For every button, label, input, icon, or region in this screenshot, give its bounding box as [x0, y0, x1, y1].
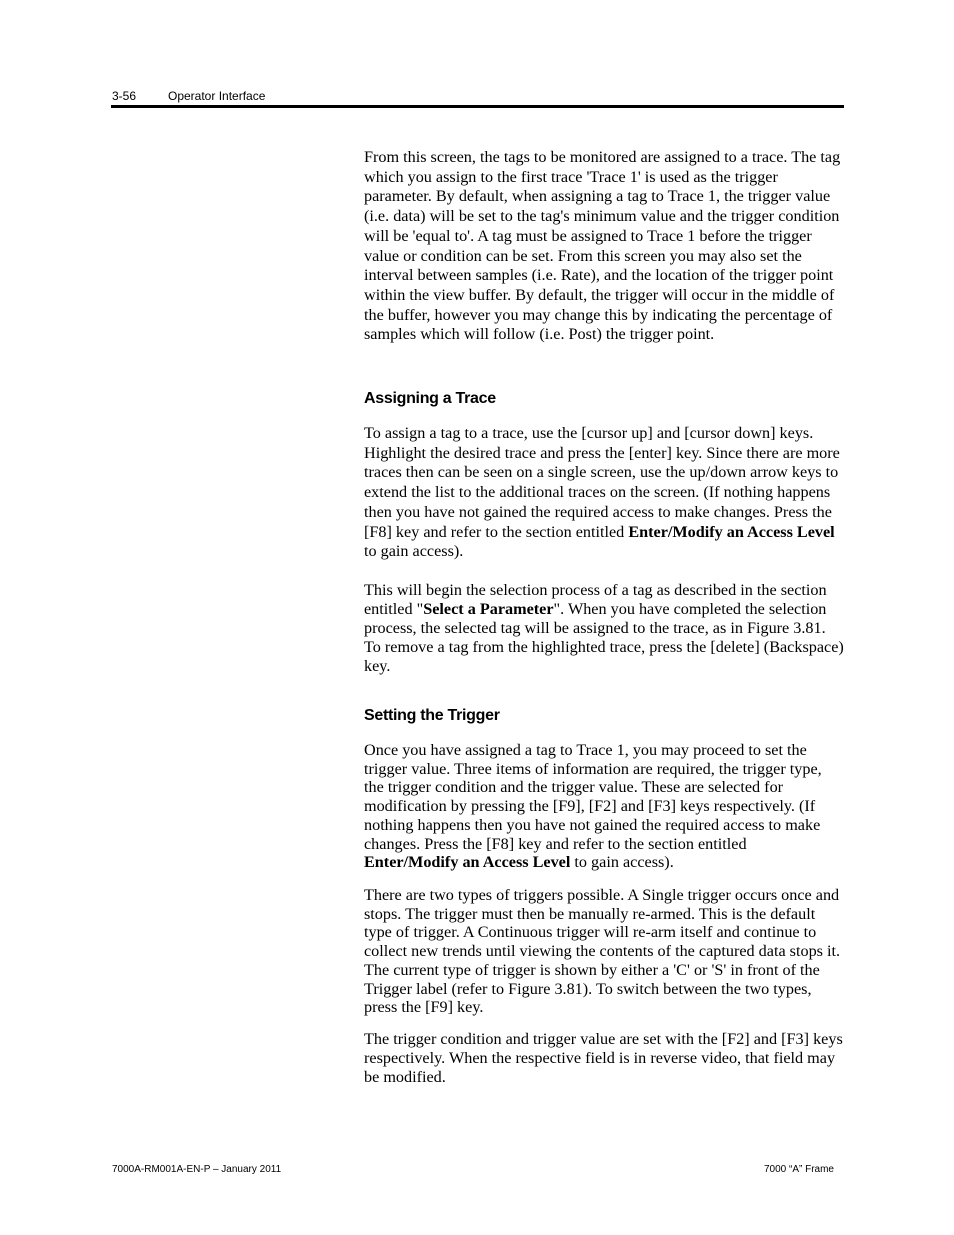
heading-assigning-trace: Assigning a Trace	[364, 390, 496, 407]
page-number: 3-56	[112, 89, 137, 103]
trigger-condition-paragraph: The trigger condition and trigger value are set with the [F2] and [F3] keys respectively. When the respective field is in reverse video, that field may be modified.	[364, 1030, 843, 1086]
trigger-paragraph: Once you have assigned a tag to Trace 1, you may proceed to set the trigger value. Three items of information are required, the trigger type, the trigger condition and the trigger value. These are selected for modification by pressing the [F9], [F2] and [F3] keys respectively. (If nothing happens then you have not gained the required access to make changes. Press the [F8] key and refer to the section entitled Enter/Modify an Access Level to gain access).	[364, 741, 822, 872]
selection-paragraph: This will begin the selection process of a tag as described in the section entitled "Select a Parameter". When you have completed the selection process, the selected tag will be assigned to the trace, as in Figure 3.81. To remove a tag from the highlighted trace, press the [delete] (Backspace) key.	[364, 581, 844, 675]
header-rule	[111, 105, 844, 108]
footer-product: 7000 “A” Frame	[763, 1164, 834, 1175]
footer-doc-id: 7000A-RM001A-EN-P – January 2011	[112, 1164, 282, 1175]
intro-paragraph: From this screen, the tags to be monitored are assigned to a trace. The tag which you assign to the first trace 'Trace 1' is used as the trigger parameter. By default, when assigning a tag to Trace 1, the trigger value (i.e. data) will be set to the tag's minimum value and the trigger condition will be 'equal to'. A tag must be assigned to Trace 1 before the trigger value or condition can be set. From this screen you may also set the interval between samples (i.e. Rate), and the location of the trigger point within the view buffer. By default, the trigger will occur in the middle of the buffer, however you may change this by indicating the percentage of samples which will follow (i.e. Post) the trigger point.	[364, 148, 841, 344]
assign-paragraph: To assign a tag to a trace, use the [cursor up] and [cursor down] keys. Highlight the desired trace and press the [enter] key. Since there are more traces then can be seen on a single screen, use the up/down arrow keys to extend the list to the additional traces on the screen. (If nothing happens then you have not gained the required access to make changes. Press the [F8] key and refer to the section entitled Enter/Modify an Access Level to gain access).	[364, 424, 840, 561]
bold-ref-select-parameter: Select a Parameter	[423, 600, 554, 618]
section-title: Operator Interface	[168, 89, 266, 103]
heading-setting-trigger: Setting the Trigger	[364, 707, 500, 724]
bold-ref-access-level: Enter/Modify an Access Level	[628, 522, 835, 541]
trigger-types-paragraph: There are two types of triggers possible. A Single trigger occurs once and stops. The trigger must then be manually re-armed. This is the default type of trigger. A Continuous trigger will re-arm itself and continue to collect new trends until viewing the contents of the captured data stops it. The current type of trigger is shown by either a 'C' or 'S' in front of the Trigger label (refer to Figure 3.81). To switch between the two types, press the [F9] key.	[364, 886, 841, 1017]
page-header	[112, 89, 265, 103]
bold-ref-access-level-2: Enter/Modify an Access Level	[364, 853, 571, 872]
